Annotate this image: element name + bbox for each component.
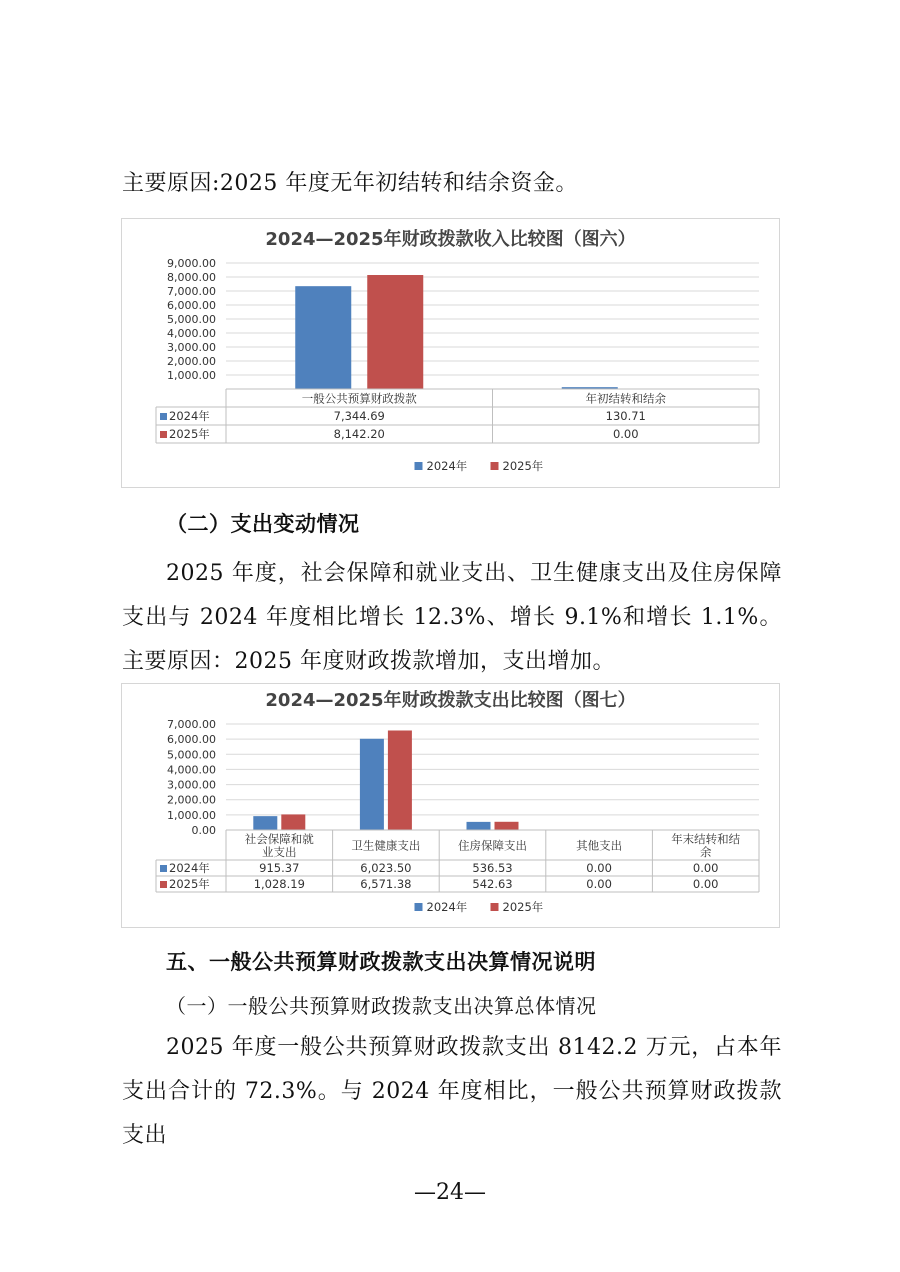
data-label: 7,344.69 bbox=[333, 409, 385, 423]
series-name: 2024年 bbox=[169, 409, 210, 423]
bar-2024-1 bbox=[360, 739, 384, 830]
y-tick-label: 5,000.00 bbox=[167, 748, 216, 762]
bar-2024-2 bbox=[467, 822, 491, 830]
bar-2025-2 bbox=[495, 822, 519, 830]
y-tick-label: 3,000.00 bbox=[167, 778, 216, 792]
y-tick-label: 0.00 bbox=[191, 824, 216, 837]
y-tick-label: 4,000.00 bbox=[167, 763, 216, 777]
data-label: 0.00 bbox=[612, 427, 639, 441]
legend-swatch bbox=[415, 462, 423, 470]
category-label: 年末结转和结 bbox=[671, 832, 741, 846]
heading-section-five: 五、一般公共预算财政拨款支出决算情况说明 bbox=[166, 950, 596, 974]
category-label: 一般公共预算财政拨款 bbox=[301, 391, 417, 406]
legend-swatch bbox=[491, 903, 499, 911]
data-label: 0.00 bbox=[586, 877, 612, 891]
chart-title: 2024—2025年财政拨款支出比较图（图七） bbox=[265, 690, 636, 711]
heading-subsection-one: （一）一般公共预算财政拨款支出决算总体情况 bbox=[166, 994, 597, 1018]
y-tick-label: 8,000.00 bbox=[167, 271, 216, 284]
legend-key bbox=[160, 431, 167, 438]
bar-2024-0 bbox=[295, 286, 351, 389]
bar-2025-0 bbox=[281, 814, 305, 830]
category-label: 年初结转和结余 bbox=[585, 391, 666, 406]
bar-2024-0 bbox=[253, 816, 277, 830]
y-tick-label: 2,000.00 bbox=[167, 355, 216, 368]
y-tick-label: 7,000.00 bbox=[167, 718, 216, 731]
category-label: 其他支出 bbox=[576, 838, 623, 853]
category-label: 业支出 bbox=[262, 845, 297, 859]
data-label: 0.00 bbox=[692, 861, 719, 875]
category-label: 卫生健康支出 bbox=[351, 838, 421, 853]
data-label: 1,028.19 bbox=[253, 877, 305, 891]
chart-income-comparison bbox=[121, 218, 780, 488]
legend-label: 2024年 bbox=[426, 459, 468, 473]
page-number: —24— bbox=[414, 1180, 486, 1205]
bar-2025-1 bbox=[388, 730, 412, 830]
y-tick-label: 4,000.00 bbox=[167, 327, 216, 340]
legend-label: 2025年 bbox=[502, 459, 544, 473]
chart-title: 2024—2025年财政拨款收入比较图（图六） bbox=[265, 229, 636, 250]
category-label: 余 bbox=[699, 845, 712, 859]
y-tick-label: 9,000.00 bbox=[167, 257, 216, 270]
legend-swatch bbox=[491, 462, 499, 470]
data-label: 0.00 bbox=[586, 861, 612, 875]
y-tick-label: 3,000.00 bbox=[167, 341, 216, 354]
data-label: 6,571.38 bbox=[360, 877, 412, 891]
category-label: 住房保障支出 bbox=[458, 838, 527, 853]
y-tick-label: 2,000.00 bbox=[167, 793, 216, 807]
paragraph-overall-expense: 2025 年度一般公共预算财政拨款支出 8142.2 万元，占本年支出合计的 72.3%。与 2024 年度相比，一般公共预算财政拨款支出 bbox=[122, 1035, 782, 1148]
legend-label: 2024年 bbox=[426, 900, 468, 914]
data-label: 130.71 bbox=[605, 409, 646, 423]
y-tick-label: 1,000.00 bbox=[167, 369, 216, 382]
data-label: 542.63 bbox=[472, 877, 513, 891]
data-label: 536.53 bbox=[472, 861, 513, 875]
data-label: 8,142.20 bbox=[333, 427, 385, 441]
paragraph-expense-change: 2025 年度，社会保障和就业支出、卫生健康支出及住房保障支出与 2024 年度相比增长 12.3%、增长 9.1%和增长 1.1%。主要原因：2025 年度财政拨款增加，支出增加。 bbox=[122, 561, 782, 674]
paragraph-reason-income: 主要原因:2025 年度无年初结转和结余资金。 bbox=[122, 171, 578, 196]
y-tick-label: 5,000.00 bbox=[167, 313, 216, 326]
data-label: 915.37 bbox=[259, 861, 300, 875]
heading-expense-change: （二）支出变动情况 bbox=[166, 512, 360, 536]
series-name: 2025年 bbox=[169, 877, 210, 891]
series-name: 2024年 bbox=[169, 861, 210, 875]
legend-key bbox=[160, 413, 167, 420]
bar-2025-0 bbox=[367, 275, 423, 389]
legend-label: 2025年 bbox=[502, 900, 544, 914]
data-label: 6,023.50 bbox=[360, 861, 412, 875]
y-tick-label: 6,000.00 bbox=[167, 299, 216, 312]
y-tick-label: 1,000.00 bbox=[167, 808, 216, 822]
series-name: 2025年 bbox=[169, 427, 210, 441]
legend-key bbox=[160, 881, 167, 888]
category-label: 社会保障和就 bbox=[244, 832, 314, 846]
data-label: 0.00 bbox=[692, 877, 719, 891]
chart-income-svg bbox=[122, 219, 779, 487]
y-tick-label: 6,000.00 bbox=[167, 733, 216, 747]
y-tick-label: 7,000.00 bbox=[167, 285, 216, 298]
legend-key bbox=[160, 865, 167, 872]
legend-swatch bbox=[415, 903, 423, 911]
chart-expense-comparison bbox=[121, 683, 780, 928]
chart-expense-svg bbox=[122, 684, 779, 927]
